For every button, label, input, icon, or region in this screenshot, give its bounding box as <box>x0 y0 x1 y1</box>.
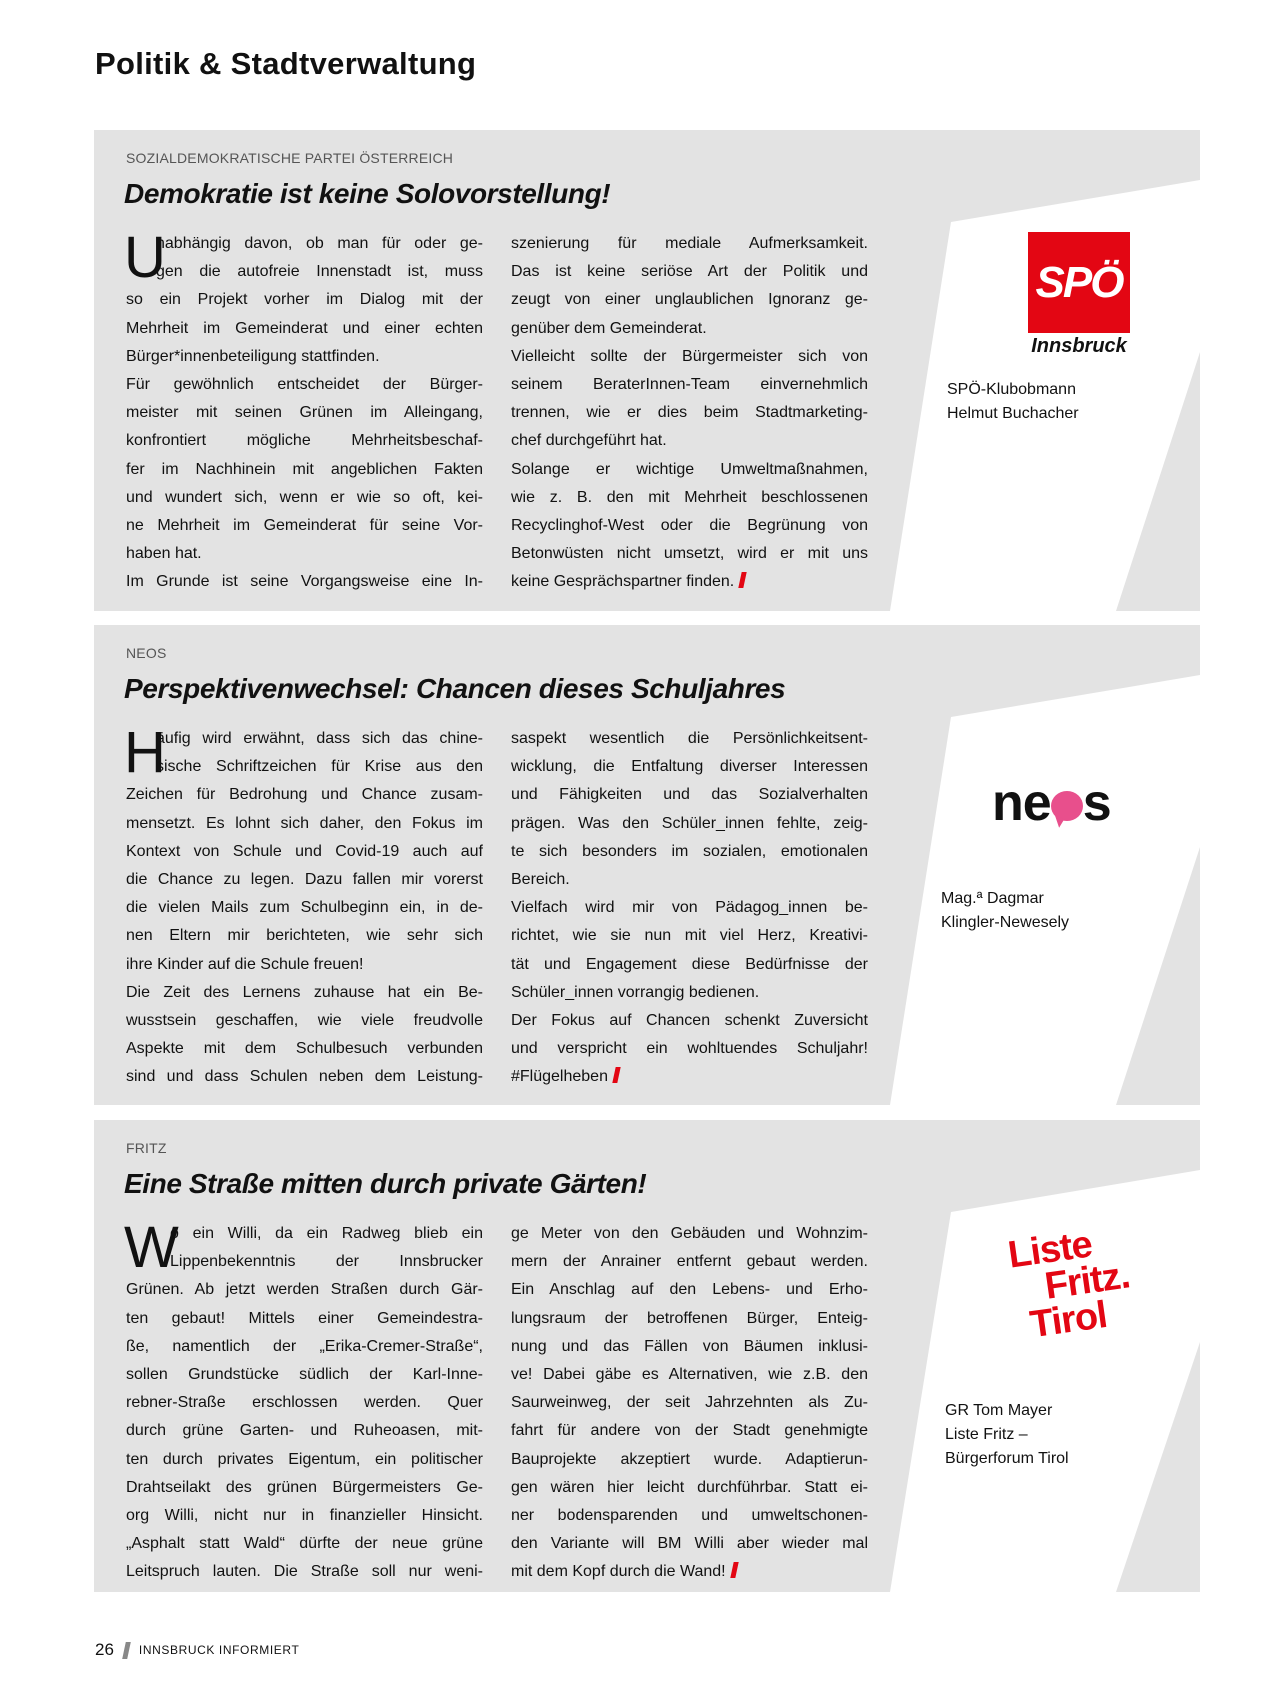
text-line-content: trennen, wie er dies beim Stadtmarketing- <box>511 404 868 422</box>
text-line <box>126 1558 483 1586</box>
text-column-right <box>511 230 868 596</box>
text-line <box>511 1474 868 1502</box>
text-column-left <box>124 225 483 596</box>
text-line-content: szenierung für mediale Aufmerksamkeit. <box>511 235 868 252</box>
text-line <box>511 1276 868 1304</box>
text-line <box>511 568 868 596</box>
author-name-line-2: Klingler-Newesely <box>941 914 1070 931</box>
text-line-content: ihre Kinder auf die Schule freuen! <box>126 955 364 973</box>
author-party: Liste Fritz – <box>945 1426 1028 1443</box>
text-line-content: mit dem Kopf durch die Wand! <box>511 1563 726 1581</box>
author-name-line-1: Mag.ª Dagmar <box>941 890 1044 907</box>
text-line-content: org Willi, nicht nur in finanzieller Hinsicht. <box>126 1506 483 1524</box>
text-line <box>511 1446 868 1474</box>
text-line <box>511 922 868 950</box>
text-line-content: seinem BeraterInnen-Team einvernehmlich <box>511 375 868 393</box>
text-line-content: und wundert sich, wenn er wie so oft, kei- <box>126 488 483 506</box>
text-line <box>126 838 483 866</box>
article-headline: Perspektivenwechsel: Chancen dieses Schuljahres <box>124 673 786 704</box>
page-title: Politik & Stadtverwaltung <box>95 46 477 81</box>
text-line-content: sind und dass Schulen neben dem Leistung- <box>126 1068 483 1086</box>
text-line-content: Schüler_innen vorrangig bedienen. <box>511 983 760 1001</box>
text-line <box>126 1063 483 1091</box>
text-line-content: gen wären hier leicht durchführbar. Statt ei- <box>511 1478 868 1496</box>
text-line <box>126 951 483 979</box>
text-line <box>511 810 868 838</box>
text-line <box>126 781 483 809</box>
text-line <box>126 810 483 838</box>
text-line-content: Mehrheit im Gemeinderat und einer echten <box>126 319 483 337</box>
text-line <box>511 399 868 427</box>
logo-line: Liste <box>1005 1223 1095 1277</box>
text-line <box>126 230 483 258</box>
text-line-content: lungsraum der betroffenen Bürger, Enteig- <box>511 1309 868 1327</box>
text-line <box>511 512 868 540</box>
text-line-content: Solange er wichtige Umweltmaßnahmen, <box>511 460 868 478</box>
text-line-content: nung und das Fällen von Bäumen inklusi- <box>511 1337 868 1355</box>
text-line <box>126 568 483 596</box>
author-byline <box>947 378 1079 426</box>
text-line-content: Die Zeit des Lernens zuhause hat ein Be- <box>126 983 483 1001</box>
text-line-content: ve! Dabei gäbe es Alternativen, wie z.B. den <box>511 1365 868 1383</box>
article-spo <box>94 130 1200 611</box>
text-line-content: nabhängig davon, ob man für oder ge- <box>156 235 483 252</box>
text-line <box>126 1417 483 1445</box>
article-headline: Eine Straße mitten durch private Gärten! <box>124 1168 647 1199</box>
text-line-content: fahrt für andere von der Stadt genehmigte <box>511 1422 868 1440</box>
text-line-content: Bürger*innenbeteiligung stattfinden. <box>126 347 380 365</box>
text-line-content: Betonwüsten nicht umsetzt, wird er mit uns <box>511 545 868 563</box>
text-column-left <box>124 1215 483 1586</box>
text-line-content: Grünen. Ab jetzt werden Straßen durch Gär- <box>126 1281 483 1299</box>
text-line <box>126 1530 483 1558</box>
text-line-content: Vielleicht sollte der Bürgermeister sich von <box>511 347 868 365</box>
text-line <box>511 343 868 371</box>
text-line <box>511 484 868 512</box>
text-line <box>511 1417 868 1445</box>
text-line <box>126 512 483 540</box>
text-line-content: und Fähigkeiten und das Sozialverhalten <box>511 786 868 804</box>
text-line <box>126 343 483 371</box>
party-label: NEOS <box>126 645 167 661</box>
text-line <box>511 1305 868 1333</box>
text-line-content: mern der Anrainer entfernt gebaut werden. <box>511 1253 868 1271</box>
text-line-content: prägen. Was den Schüler_innen fehlte, zeig- <box>511 814 868 832</box>
text-line <box>126 753 483 781</box>
text-line <box>511 753 868 781</box>
text-line-content: Im Grunde ist seine Vorgangsweise eine In- <box>126 573 483 591</box>
text-line-content: ten gebaut! Mittels einer Gemeindestra- <box>126 1309 483 1327</box>
text-line-content: tät und Engagement diese Bedürfnisse der <box>511 955 868 973</box>
text-line-content: wusstsein geschaffen, wie viele freudvolle <box>126 1011 483 1029</box>
text-line-content: te sich besonders im sozialen, emotionalen <box>511 842 868 860</box>
author-byline <box>941 887 1069 935</box>
text-line <box>126 258 483 286</box>
text-column-right <box>511 725 868 1091</box>
text-line <box>126 1007 483 1035</box>
spo-logo: SPÖ <box>1028 232 1130 333</box>
text-line <box>511 979 868 1007</box>
text-line-content: Vielfach wird mir von Pädagog_innen be- <box>511 899 868 917</box>
drop-cap: U <box>124 225 166 290</box>
drop-cap: H <box>124 720 166 785</box>
text-line <box>511 371 868 399</box>
text-line-content: den Variante will BM Willi aber wieder mal <box>511 1535 868 1553</box>
text-line <box>511 230 868 258</box>
text-line <box>511 725 868 753</box>
text-line <box>126 894 483 922</box>
end-mark-icon <box>730 1562 738 1578</box>
text-line <box>126 399 483 427</box>
text-line <box>126 286 483 314</box>
text-line-content: o ein Willi, da ein Radweg blieb ein <box>170 1225 483 1242</box>
text-line <box>511 1361 868 1389</box>
text-line <box>511 1248 868 1276</box>
text-line <box>126 1035 483 1063</box>
text-line <box>126 540 483 568</box>
page-number: 26 <box>95 1640 114 1659</box>
publication-name: INNSBRUCK INFORMIERT <box>138 1643 300 1657</box>
text-line-content: Bauprojekte akzeptiert wurde. Adaptierun- <box>511 1450 868 1468</box>
text-line <box>126 1502 483 1530</box>
text-line-content: genüber dem Gemeinderat. <box>511 319 707 337</box>
text-line-content: Das ist keine seriöse Art der Politik und <box>511 263 868 281</box>
text-line-content: gen die autofreie Innenstadt ist, muss <box>156 263 483 281</box>
text-line <box>511 1530 868 1558</box>
text-line-content: Lippenbekenntnis der Innsbrucker <box>170 1253 483 1271</box>
text-line <box>511 838 868 866</box>
text-column-right <box>511 1220 868 1586</box>
text-line-content: rebner-Straße erschlossen werden. Quer <box>126 1394 483 1412</box>
logo-line: Fritz. <box>1042 1254 1133 1308</box>
text-line-content: mensetzt. Es lohnt sich daher, den Fokus im <box>126 814 483 832</box>
author-name: Helmut Buchacher <box>947 405 1079 422</box>
text-line <box>511 427 868 455</box>
text-line <box>126 1474 483 1502</box>
text-line <box>511 1389 868 1417</box>
text-line-content: Für gewöhnlich entscheidet der Bürger- <box>126 375 483 393</box>
logo-line: Tirol <box>1027 1293 1110 1347</box>
end-mark-icon <box>612 1067 620 1083</box>
text-line <box>126 1333 483 1361</box>
text-line-content: ten durch privates Eigentum, ein politischer <box>126 1450 483 1468</box>
text-line <box>511 286 868 314</box>
text-line-content: Ein Anschlag auf den Lebens- und Erho- <box>511 1281 868 1299</box>
speech-bubble-icon <box>1051 791 1083 821</box>
text-line-content: Saurweinweg, der seit Jahrzehnten als Zu- <box>511 1394 868 1412</box>
author-party-2: Bürgerforum Tirol <box>945 1450 1069 1467</box>
text-line-content: die Chance zu legen. Dazu fallen mir vorerst <box>126 870 483 888</box>
text-line-content: ne Mehrheit im Gemeinderat für seine Vor- <box>126 516 483 534</box>
text-line <box>126 1248 483 1276</box>
text-line <box>511 1063 868 1091</box>
text-line <box>511 951 868 979</box>
text-line-content: durch grüne Garten- und Ruheoasen, mit- <box>126 1422 483 1440</box>
spo-logo-city: Innsbruck <box>1031 335 1127 357</box>
text-line-content: fer im Nachhinein mit angeblichen Fakten <box>126 460 483 478</box>
text-line <box>511 315 868 343</box>
text-line-content: die vielen Mails zum Schulbeginn ein, in de- <box>126 899 483 917</box>
author-name: GR Tom Mayer <box>945 1402 1053 1419</box>
author-role: SPÖ-Klubobmann <box>947 381 1076 398</box>
text-line <box>126 1276 483 1304</box>
text-line-content: #Flügelheben <box>511 1068 608 1086</box>
text-line-content: Leitspruch lauten. Die Straße soll nur weni- <box>126 1563 483 1581</box>
text-line-content: chef durchgeführt hat. <box>511 432 667 450</box>
text-line-content: sollen Grundstücke südlich der Karl-Inne- <box>126 1365 483 1383</box>
drop-cap: W <box>124 1215 179 1280</box>
end-mark-icon <box>739 572 747 588</box>
text-line <box>126 315 483 343</box>
text-line-content: zeugt von einer unglaublichen Ignoranz ge- <box>511 291 868 309</box>
text-line-content: saspekt wesentlich die Persönlichkeitsent- <box>511 730 868 747</box>
text-line-content: Kontext von Schule und Covid-19 auch auf <box>126 842 483 860</box>
text-line <box>126 1361 483 1389</box>
author-byline <box>945 1399 1069 1471</box>
text-line-content: Recyclinghof-West oder die Begrünung von <box>511 516 868 534</box>
text-line-content: und verspricht ein wohltuendes Schuljahr! <box>511 1040 868 1058</box>
text-line <box>126 1389 483 1417</box>
text-line-content: nen Eltern mir berichteten, wie sehr sich <box>126 927 483 945</box>
text-line-content: wie z. B. den mit Mehrheit beschlossenen <box>511 488 868 506</box>
text-line-content: Bereich. <box>511 870 570 888</box>
text-line <box>511 456 868 484</box>
text-line-content: ße, namentlich der „Erika-Cremer-Straße“, <box>126 1337 483 1355</box>
text-line-content: Drahtseilakt des grünen Bürgermeisters Ge- <box>126 1478 483 1496</box>
party-label: FRITZ <box>126 1140 167 1156</box>
article-neos <box>94 625 1200 1105</box>
text-line <box>126 725 483 753</box>
text-line-content: sische Schriftzeichen für Krise aus den <box>156 758 483 776</box>
article-fritz <box>94 1120 1200 1592</box>
text-line <box>511 866 868 894</box>
text-line <box>126 456 483 484</box>
neos-logo: ne s <box>992 774 1111 832</box>
text-line <box>126 484 483 512</box>
text-line-content: meister mit seinen Grünen im Alleingang, <box>126 404 483 422</box>
text-line <box>126 922 483 950</box>
text-line <box>511 1558 868 1586</box>
slash-divider-icon <box>122 1642 131 1659</box>
text-line-content: ner bodensparenden und umweltschonen- <box>511 1506 868 1524</box>
text-line-content: wicklung, die Entfaltung diverser Interessen <box>511 758 868 776</box>
text-line <box>511 1220 868 1248</box>
article-headline: Demokratie ist keine Solovorstellung! <box>124 178 611 209</box>
text-line-content: ge Meter von den Gebäuden und Wohnzim- <box>511 1225 868 1242</box>
text-line-content: „Asphalt statt Wald“ dürfte der neue grüne <box>126 1535 483 1553</box>
text-line <box>511 781 868 809</box>
text-line <box>511 1007 868 1035</box>
text-line-content: so ein Projekt vorher im Dialog mit der <box>126 291 483 309</box>
text-line <box>126 979 483 1007</box>
text-line <box>126 1305 483 1333</box>
text-line-content: Aspekte mit dem Schulbesuch verbunden <box>126 1040 483 1058</box>
text-line-content: konfrontiert mögliche Mehrheitsbeschaf- <box>126 432 483 450</box>
text-line <box>126 371 483 399</box>
text-line-content: haben hat. <box>126 545 202 563</box>
text-line <box>126 1220 483 1248</box>
text-line <box>511 1035 868 1063</box>
liste-fritz-logo <box>1006 1222 1137 1345</box>
text-line <box>126 1446 483 1474</box>
text-column-left <box>124 720 483 1091</box>
text-line <box>511 1333 868 1361</box>
text-line <box>126 866 483 894</box>
text-line <box>511 894 868 922</box>
text-line <box>511 540 868 568</box>
text-line-content: äufig wird erwähnt, dass sich das chine- <box>156 730 483 747</box>
text-line-content: Zeichen für Bedrohung und Chance zusam- <box>126 786 483 804</box>
page-footer <box>95 1640 299 1660</box>
text-line <box>511 1502 868 1530</box>
text-line-content: richtet, wie sie nun mit viel Herz, Kreativi- <box>511 927 868 945</box>
text-line-content: keine Gesprächspartner finden. <box>511 573 735 591</box>
text-line <box>126 427 483 455</box>
text-line-content: Der Fokus auf Chancen schenkt Zuversicht <box>511 1011 868 1029</box>
party-label: SOZIALDEMOKRATISCHE PARTEI ÖSTERREICH <box>126 150 454 166</box>
text-line <box>511 258 868 286</box>
